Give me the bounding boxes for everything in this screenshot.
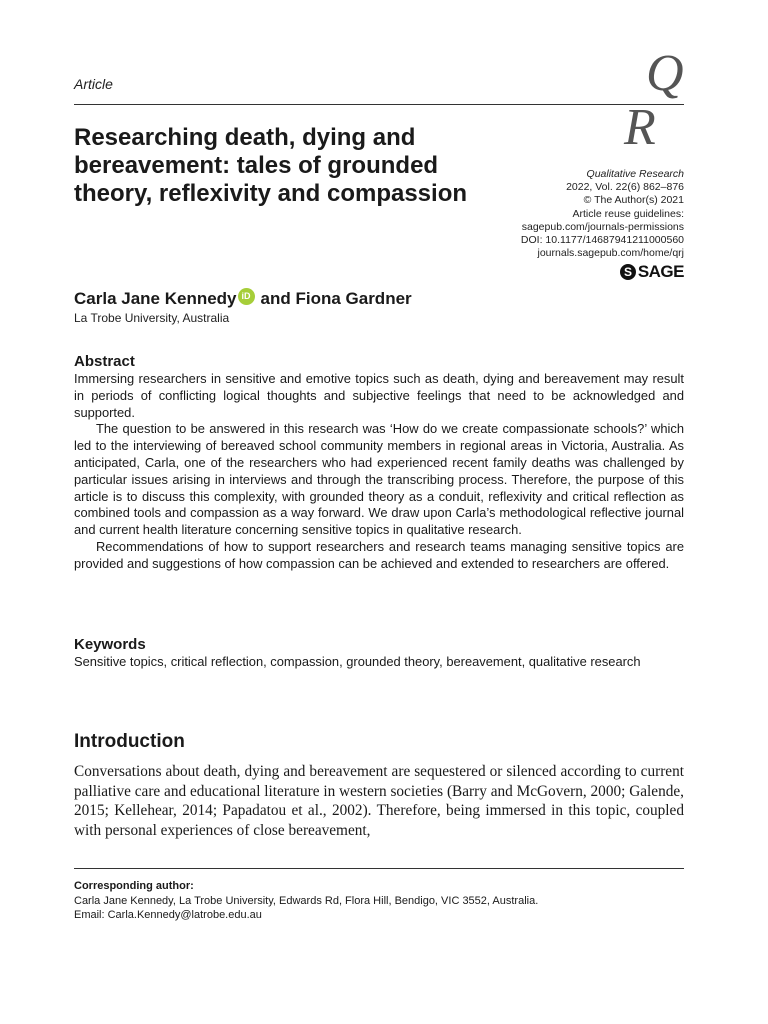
copyright-notice: © The Author(s) 2021 — [583, 194, 684, 207]
author-line — [74, 289, 412, 309]
abstract-paragraph-1: Immersing researchers in sensitive and emotive topics such as death, dying and bereavement may result in periods of conflicting logical thoughts and subjective feelings that need to be acknowledged and supported. — [74, 371, 684, 420]
keywords-heading: Keywords — [74, 636, 146, 653]
footnote-divider — [74, 868, 684, 869]
journal-logo-r: R — [624, 99, 656, 156]
journal-logo — [620, 44, 688, 154]
sage-s-icon: S — [620, 264, 636, 280]
journal-home-link[interactable]: journals.sagepub.com/home/qrj — [537, 247, 684, 260]
corresponding-author-heading: Corresponding author: — [74, 880, 194, 892]
header-divider — [74, 104, 684, 105]
reuse-label: Article reuse guidelines: — [572, 207, 684, 220]
journal-info — [521, 168, 684, 260]
author-affiliation: La Trobe University, Australia — [74, 311, 230, 325]
author-2-name: and Fiona Gardner — [260, 289, 412, 308]
corresponding-author-email[interactable]: Email: Carla.Kennedy@latrobe.edu.au — [74, 909, 262, 922]
introduction-paragraph: Conversations about death, dying and bereavement are sequestered or silenced according to current palliative care and educational literature in western societies (Barry and McGovern, 2000; Galende, 2015; Kellehear, 2014; Papadatou et al., 2002). Therefore, being immersed in this topic, coupled with personal experiences of close bereavement, — [74, 763, 684, 839]
keywords-list: Sensitive topics, critical reflection, compassion, grounded theory, bereavement, qualitative research — [74, 654, 641, 669]
abstract-paragraph-2: The question to be answered in this research was ‘How do we create compassionate schools?’ which led to the interviewing of bereaved school community members in regional areas in Victoria, Australia. As anticipated, Carla, one of the researchers who had experienced recent family deaths was challenged by particular issues arising in interviews and through the transcribing process. Therefore, the purpose of this article is to discuss this complexity, with grounded theory as a conduit, reflexivity and critical reflection as combined tools and compassion as a way forward. We draw upon Carla’s methodological reflective journal and current health literature concerning sensitive topics in qualitative research. — [74, 421, 684, 538]
article-title: Researching death, dying and bereavement: tales of grounded theory, reflexivity and compassion — [74, 124, 468, 207]
publisher-logo — [620, 262, 684, 282]
article-type-label: Article — [74, 76, 113, 92]
abstract-paragraph-3: Recommendations of how to support researchers and research teams managing sensitive topics are provided and suggestions of how compassion can be achieved and extended to researchers are offered. — [74, 538, 684, 571]
abstract-heading: Abstract — [74, 353, 135, 370]
publisher-name: SAGE — [637, 262, 684, 281]
author-1-name: Carla Jane Kennedy — [74, 289, 237, 308]
orcid-icon[interactable]: iD — [238, 288, 255, 305]
introduction-heading: Introduction — [74, 731, 185, 752]
abstract-body — [74, 371, 684, 573]
journal-name: Qualitative Research — [586, 168, 684, 180]
reuse-link[interactable]: sagepub.com/journals-permissions — [521, 220, 684, 233]
journal-volume: 2022, Vol. 22(6) 862–876 — [566, 181, 684, 194]
corresponding-author-address: Carla Jane Kennedy, La Trobe University, Edwards Rd, Flora Hill, Bendigo, VIC 3552, Australia. — [74, 894, 539, 907]
journal-logo-q: Q — [646, 45, 684, 102]
doi-link[interactable]: DOI: 10.1177/14687941211000560 — [520, 234, 684, 247]
corresponding-author — [74, 879, 538, 923]
